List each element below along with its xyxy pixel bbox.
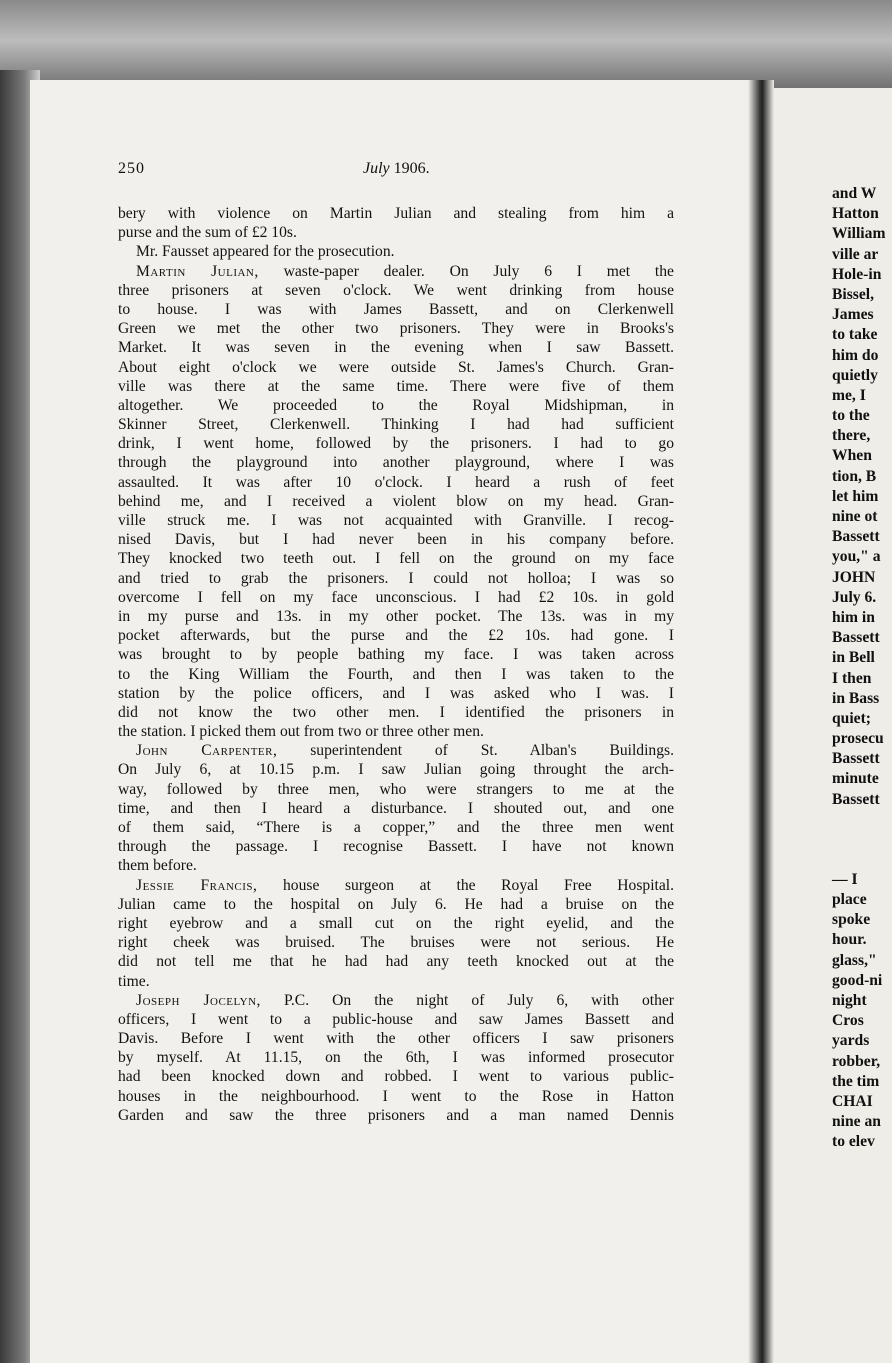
text-line [118,741,674,760]
line-text: Skinner Street, Clerkenwell. Thinking I had had sufficient [118,416,674,434]
fragment-line: JOHN [832,568,876,586]
text-line [118,492,674,511]
line-text: ville struck me. I was not acquainted with Granville. I recog- [118,512,674,529]
section-gap [832,810,892,870]
fragment-line: good-ni [832,971,883,989]
text-line [118,703,674,722]
running-header [118,160,678,184]
text-line [118,396,674,415]
line-text: way, followed by three men, who were strangers to me at the [118,780,674,798]
line-text: by myself. At 11.15, on the 6th, I was informed prosecutor [118,1049,674,1067]
line-text: purse and the sum of £2 10s. [118,224,297,242]
text-line [118,645,674,664]
line-text: nised Davis, but I had never been in his company before. [118,531,674,549]
fragment-line: quietly [832,366,878,384]
line-text: About eight o'clock we were outside St. James's Church. Gran- [118,358,674,376]
text-line [118,780,674,799]
text-line [118,434,674,453]
header-month: July [363,160,390,177]
line-text: officers, I went to a public-house and saw James Bassett and [118,1010,674,1028]
line-text: three prisoners at seven o'clock. We went drinking from house [118,281,674,299]
line-text: and tried to grab the prisoners. I could not holloa; I was so [118,569,674,587]
line-text: did not tell me that he had had any teeth knocked out at the [118,953,674,971]
fragment-line: July 6. [832,588,877,606]
fragment-line: to take [832,326,878,344]
fragment-line: quiet; [832,709,871,727]
text-line [118,530,674,549]
book-gutter [748,80,774,1363]
fragment-line: Bissel, [832,285,875,303]
text-line [118,415,674,434]
fragment-line: robber, [832,1052,881,1070]
line-text: them before. [118,857,197,875]
line-text: station by the police officers, and I was asked who I was. I [118,684,674,702]
line-text: through the playground into another playground, where I was [118,454,674,472]
fragment-line: in Bell [832,649,875,667]
text-line [118,473,674,492]
text-line [118,549,674,568]
fragment-line: yards [832,1032,870,1050]
line-text: had been knocked down and robbed. I went to various public- [118,1068,674,1086]
line-text: house surgeon at the Royal Free Hospital. [257,876,675,894]
fragment-line: nine ot [832,508,878,525]
fragment-line: Bassett [832,629,880,647]
fragment-line: tion, B [832,467,877,485]
line-text: to the King William the Fourth, and then I was taken to the [118,665,674,683]
scan-top-edge [0,0,892,90]
fragment-line: the tim [832,1072,880,1090]
line-text: Julian came to the hospital on July 6. He had a bruise on the [118,895,674,913]
witness-name: Joseph Jocelyn, [136,991,261,1009]
fragment-line: and W [832,185,877,202]
fragment-line: me, I [832,386,866,404]
text-line [118,665,674,684]
text-line [118,914,674,933]
text-line [118,607,674,626]
line-text: right cheek was bruised. The bruises were not serious. He [118,934,674,952]
line-text: Green we met the other two prisoners. They were in Brooks's [118,320,674,338]
line-text: ville was there at the same time. There were five of them [118,377,674,395]
fragment-line: — I [832,870,858,888]
text-line [118,799,674,818]
fragment-line: James [832,306,874,324]
fragment-line: Bassett [832,790,880,808]
text-line [118,684,674,703]
text-line [118,837,674,856]
line-text: bery with violence on Martin Julian and stealing from him a [118,205,674,222]
text-line [118,972,674,991]
fragment-line: him in [832,608,875,626]
text-line [118,223,674,242]
fragment-line: William [832,225,886,243]
line-text: right eyebrow and a small cut on the right eyelid, and the [118,914,674,932]
line-text: did not know the two other men. I identified the prisoners in [118,703,674,721]
fragment-line: in Bass [832,689,880,707]
line-text: waste-paper dealer. On July 6 I met the [258,262,674,280]
page-number: 250 [118,160,145,177]
text-line [118,1010,674,1029]
text-line [118,242,674,261]
text-line [118,760,674,779]
witness-name: Jessie Francis, [136,876,258,894]
line-text: superintendent of St. Alban's Buildings. [277,742,674,760]
text-line [118,818,674,837]
fragment-line: Bassett [832,750,880,768]
line-text: altogether. We proceeded to the Royal Midshipman, in [118,396,674,414]
line-text: drink, I went home, followed by the prisoners. I had to go [118,435,674,453]
witness-name: John Carpenter, [136,742,278,760]
line-text: through the passage. I recognise Bassett. I have not known [118,838,674,856]
fragment-line: to elev [832,1133,875,1151]
line-text: Mr. Fausset appeared for the prosecution. [136,243,395,261]
fragment-line: let him [832,487,879,505]
line-text: assaulted. It was after 10 o'clock. I heard a rush of feet [118,473,674,491]
text-line [118,1106,674,1125]
fragment-line: minute [832,770,879,788]
fragment-line: Hatton [832,205,879,223]
text-line [118,722,674,741]
fragment-line: Bassett [832,528,880,546]
header-year: 1906. [393,160,430,177]
header-date [363,160,430,178]
fragment-line: there, [832,427,871,445]
line-text: P.C. On the night of July 6, with other [260,991,674,1009]
text-line [118,991,674,1010]
text-line [118,588,674,607]
text-line [118,453,674,472]
text-line [118,876,674,895]
text-line [118,1029,674,1048]
line-text: Market. It was seven in the evening when I saw Bassett. [118,339,674,357]
line-text: On July 6, at 10.15 p.m. I saw Julian going throught the arch- [118,761,674,779]
line-text: in my purse and 13s. in my other pocket. The 13s. was in my [118,607,674,625]
line-text: Garden and saw the three prisoners and a man named Dennis [118,1106,674,1124]
text-line [118,895,674,914]
fragment-line: Hole-in [832,265,882,283]
fragment-line: prosecu [832,730,884,748]
line-text: Davis. Before I went with the other officers I saw prisoners [118,1030,674,1048]
right-column-fragment [832,184,892,1152]
line-text: to house. I was with James Bassett, and on Clerkenwell [118,300,674,318]
line-text: time, and then I heard a disturbance. I shouted out, and one [118,799,674,817]
witness-name: Martin Julian, [136,262,259,280]
line-text: behind me, and I received a violent blow on my head. Gran- [118,492,674,510]
fragment-line: hour. [832,931,867,949]
fragment-line: ville ar [832,245,879,263]
text-line [118,358,674,377]
fragment-line: place [832,891,867,908]
fragment-line: When [832,447,872,465]
text-line [118,511,674,530]
fragment-line: you," a [832,548,881,566]
line-text: They knocked two teeth out. I fell on the ground on my face [118,550,674,568]
fragment-line: nine an [832,1113,881,1131]
fragment-line: Cros [832,1012,864,1030]
fragment-line: night [832,991,867,1009]
text-line [118,856,674,875]
fragment-line: spoke [832,911,871,929]
line-text: houses in the neighbourhood. I went to the Rose in Hatton [118,1087,674,1105]
text-line [118,952,674,971]
text-line [118,300,674,319]
left-column-text [118,204,674,1125]
text-line [118,204,674,223]
line-text: time. [118,972,150,990]
line-text: the station. I picked them out from two or three other men. [118,723,484,741]
text-line [118,281,674,300]
text-line [118,338,674,357]
fragment-line: him do [832,346,879,364]
text-line [118,1067,674,1086]
fragment-line: I then [832,669,872,687]
text-line [118,1087,674,1106]
fragment-line: to the [832,407,870,425]
text-line [118,626,674,645]
line-text: of them said, “There is a copper,” and the three men went [118,819,674,836]
fragment-line: glass," [832,951,877,969]
line-text: pocket afterwards, but the purse and the £2 10s. had gone. I [118,627,674,645]
text-line [118,377,674,396]
fragment-line: CHAI [832,1092,873,1110]
text-line [118,1048,674,1067]
text-line [118,262,674,281]
text-line [118,569,674,588]
text-line [118,319,674,338]
text-line [118,933,674,952]
line-text: overcome I fell on my face unconscious. I had £2 10s. in gold [118,588,674,606]
line-text: was brought to by people bathing my face. I was taken across [118,646,674,664]
